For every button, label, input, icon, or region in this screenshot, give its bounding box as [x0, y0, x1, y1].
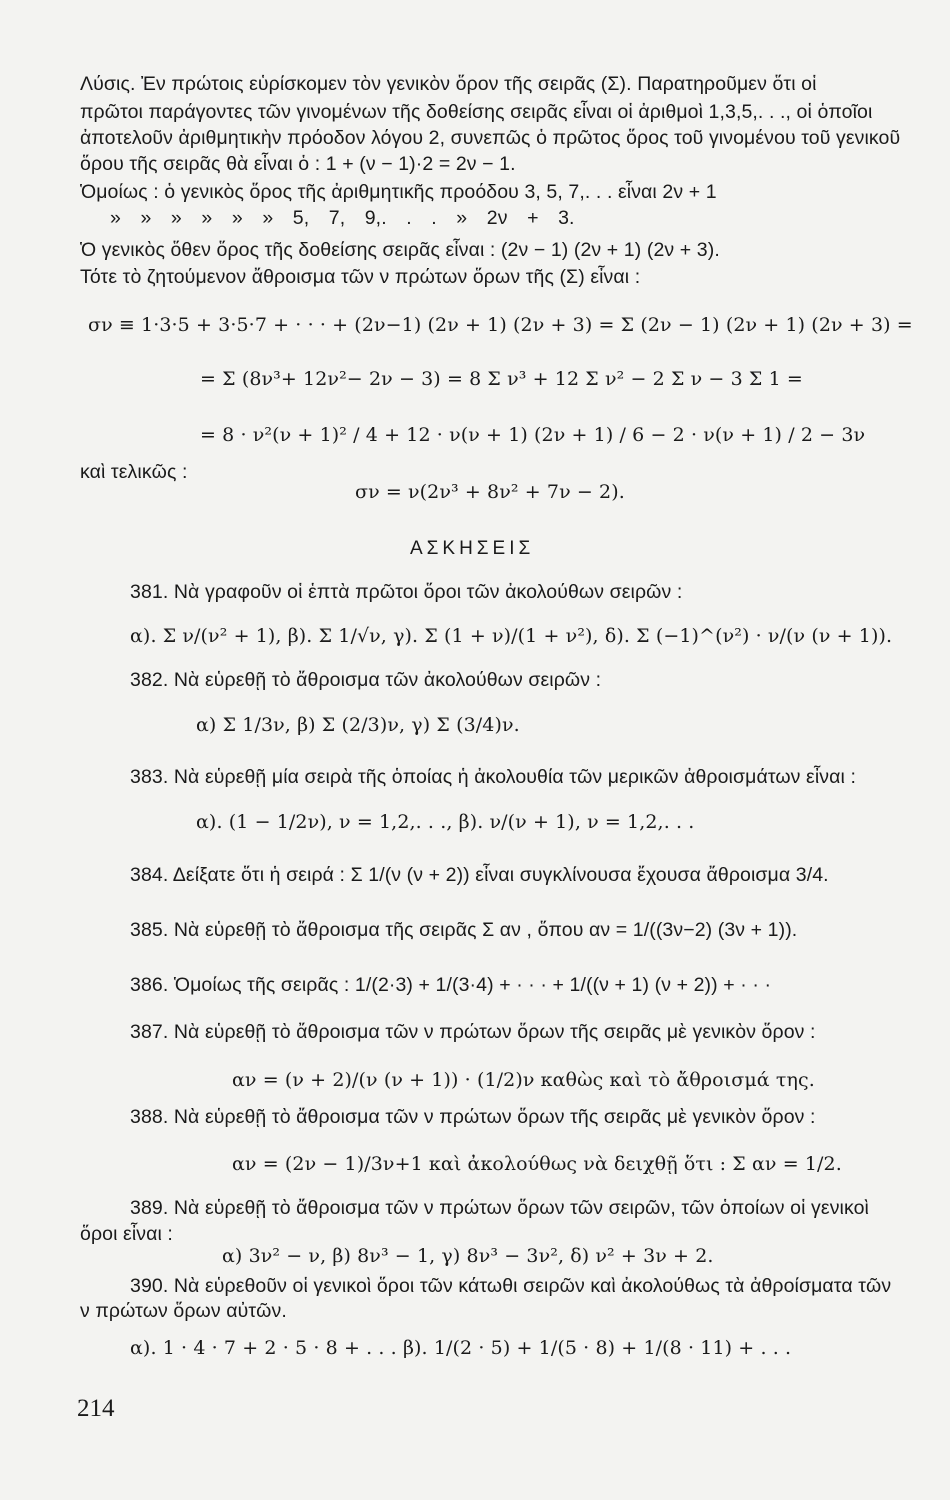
- exercise-384: 384. Δείξατε ὅτι ἡ σειρά : Σ 1/(ν (ν + 2)) εἶναι συγκλίνουσα ἔχουσα ἄθροισμα 3/4.: [130, 864, 829, 886]
- exercise-389-cont: ὅροι εἶναι :: [80, 1223, 173, 1245]
- exercise-389-parts: α) 3ν² − ν, β) 8ν³ − 1, γ) 8ν³ − 3ν², δ) ν² + 3ν + 2.: [222, 1245, 714, 1267]
- solution-line-1: Λύσις. Ἐν πρώτοις εὑρίσκομεν τὸν γενικὸν ὅρον τῆς σειρᾶς (Σ). Παρατηροῦμεν ὅτι οἱ: [80, 73, 817, 95]
- exercise-386: 386. Ὁμοίως τῆς σειρᾶς : 1/(2·3) + 1/(3·4) + · · · + 1/((ν + 1) (ν + 2)) + · · ·: [130, 974, 772, 996]
- solution-line-6: » » » » » » 5, 7, 9,. . . » 2ν + 3.: [110, 207, 575, 229]
- solution-line-2: πρῶτοι παράγοντες τῶν γινομένων τῆς δοθείσης σειρᾶς εἶναι οἱ ἀριθμοὶ 1,3,5,. . ., οἱ ὁποῖοι: [80, 101, 873, 123]
- solution-line-5: Ὁμοίως : ὁ γενικὸς ὅρος τῆς ἀριθμητικῆς προόδου 3, 5, 7,. . . εἶναι 2ν + 1: [80, 181, 717, 203]
- exercise-388-formula: αν = (2ν − 1)/3ν+1 καὶ ἀκολούθως νὰ δειχθῇ ὅτι : Σ αν = 1/2.: [232, 1153, 842, 1175]
- solution-line-4: ὅρου τῆς σειρᾶς θὰ εἶναι ὁ : 1 + (ν − 1)·2 = 2ν − 1.: [80, 153, 516, 175]
- exercise-382: 382. Νὰ εὑρεθῇ τὸ ἄθροισμα τῶν ἀκολούθων σειρῶν :: [130, 669, 602, 691]
- exercise-390: 390. Νὰ εὑρεθοῦν οἱ γενικοὶ ὅροι τῶν κάτωθι σειρῶν καὶ ἀκολούθως τὰ ἀθροίσματα τῶν: [130, 1275, 892, 1297]
- exercise-383-parts: α). (1 − 1/2ν), ν = 1,2,. . ., β). ν/(ν + 1), ν = 1,2,. . .: [196, 811, 695, 833]
- exercise-385: 385. Νὰ εὑρεθῇ τὸ ἄθροισμα τῆς σειρᾶς Σ αν , ὅπου αν = 1/((3ν−2) (3ν + 1)).: [130, 919, 798, 941]
- exercise-390-parts: α). 1 · 4 · 7 + 2 · 5 · 8 + . . . β). 1/(2 · 5) + 1/(5 · 8) + 1/(8 · 11) + . . .: [130, 1337, 792, 1359]
- exercise-388: 388. Νὰ εὑρεθῇ τὸ ἄθροισμα τῶν ν πρώτων ὅρων τῆς σειρᾶς μὲ γενικὸν ὅρον :: [130, 1106, 816, 1128]
- exercise-381: 381. Νὰ γραφοῦν οἱ ἑπτὰ πρῶτοι ὅροι τῶν ἀκολούθων σειρῶν :: [130, 581, 683, 603]
- equation-line-3: = 8 · ν²(ν + 1)² / 4 + 12 · ν(ν + 1) (2ν + 1) / 6 − 2 · ν(ν + 1) / 2 − 3ν: [200, 424, 866, 446]
- exercise-382-parts: α) Σ 1/3ν, β) Σ (2/3)ν, γ) Σ (3/4)ν.: [196, 714, 520, 736]
- final-label: καὶ τελικῶς :: [80, 461, 188, 483]
- exercise-381-parts: α). Σ ν/(ν² + 1), β). Σ 1/√ν, γ). Σ (1 + ν)/(1 + ν²), δ). Σ (−1)^(ν²) · ν/(ν (ν + 1)).: [130, 625, 893, 647]
- exercises-heading: ΑΣΚΗΣΕΙΣ: [410, 538, 535, 559]
- solution-line-7: Ὁ γενικὸς ὅθεν ὅρος τῆς δοθείσης σειρᾶς εἶναι : (2ν − 1) (2ν + 1) (2ν + 3).: [80, 239, 720, 261]
- final-result: σν = ν(2ν³ + 8ν² + 7ν − 2).: [355, 481, 625, 503]
- equation-line-2: = Σ (8ν³+ 12ν²− 2ν − 3) = 8 Σ ν³ + 12 Σ ν² − 2 Σ ν − 3 Σ 1 =: [200, 368, 803, 390]
- page-number: 214: [77, 1395, 115, 1422]
- solution-line-8: Τότε τὸ ζητούμενον ἄθροισμα τῶν ν πρώτων ὅρων τῆς (Σ) εἶναι :: [80, 266, 641, 288]
- exercise-390-cont: ν πρώτων ὅρων αὐτῶν.: [80, 1300, 287, 1322]
- exercise-387-formula: αν = (ν + 2)/(ν (ν + 1)) · (1/2)ν καθὼς καὶ τὸ ἄθροισμά της.: [232, 1069, 815, 1091]
- exercise-389: 389. Νὰ εὑρεθῇ τὸ ἄθροισμα τῶν ν πρώτων ὅρων τῶν σειρῶν, τῶν ὁποίων οἱ γενικοὶ: [130, 1197, 869, 1219]
- equation-line-1: σν ≡ 1·3·5 + 3·5·7 + · · · + (2ν−1) (2ν + 1) (2ν + 3) = Σ (2ν − 1) (2ν + 1) (2ν + 3) =: [88, 314, 913, 336]
- solution-line-3: ἀποτελοῦν ἀριθμητικὴν πρόοδον λόγου 2, συνεπῶς ὁ πρῶτος ὅρος τοῦ γινομένου τοῦ γενικοῦ: [80, 127, 901, 149]
- exercise-383: 383. Νὰ εὑρεθῇ μία σειρὰ τῆς ὁποίας ἡ ἀκολουθία τῶν μερικῶν ἀθροισμάτων εἶναι :: [130, 766, 856, 788]
- exercise-387: 387. Νὰ εὑρεθῇ τὸ ἄθροισμα τῶν ν πρώτων ὅρων τῆς σειρᾶς μὲ γενικὸν ὅρον :: [130, 1021, 816, 1043]
